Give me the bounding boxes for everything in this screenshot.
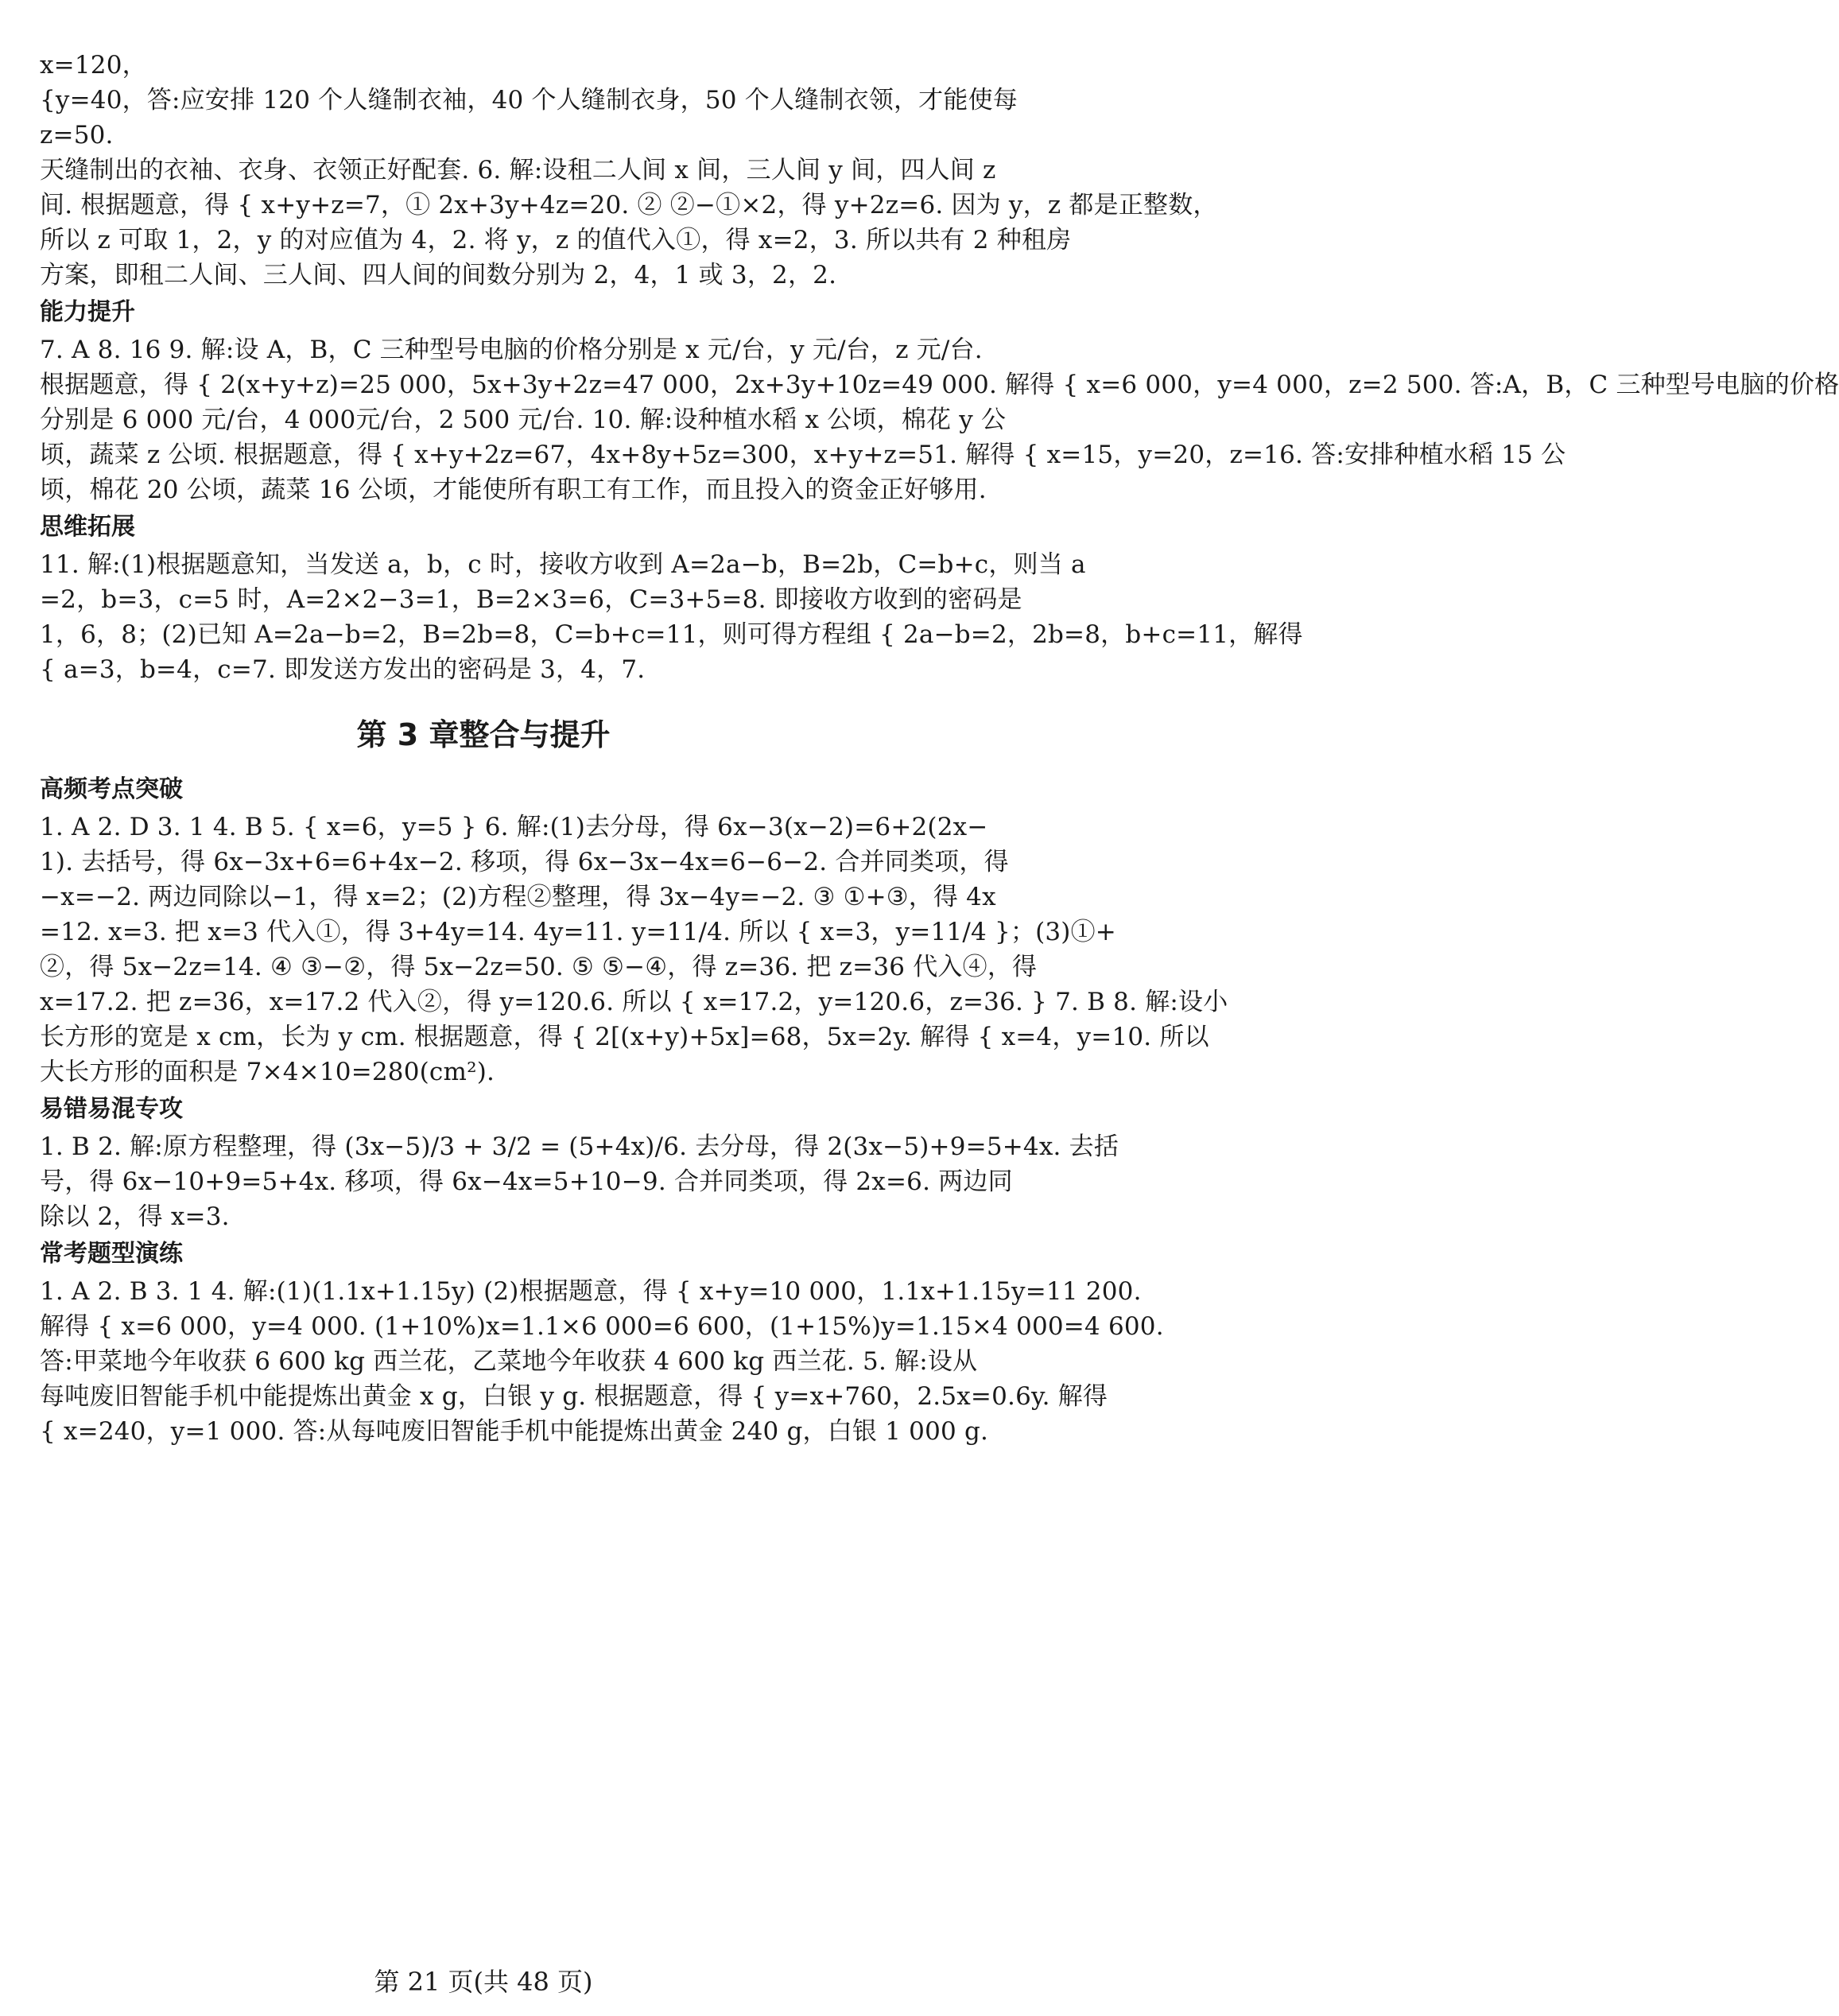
text-line: 每吨废旧智能手机中能提炼出黄金 x g，白银 y g. 根据题意，得 { y=x+760，2.5x=0.6y. 解得 (40, 1382, 1108, 1411)
text-line: 1). 去括号，得 6x−3x+6=6+4x−2. 移项，得 6x−3x−4x=6−6−2. 合并同类项，得 (40, 848, 1009, 876)
text-line: 7. A 8. 16 9. 解:设 A，B，C 三种型号电脑的价格分别是 x 元/台，y 元/台，z 元/台. (40, 336, 983, 364)
text-line: {y=40，答:应安排 120 个人缝制衣袖，40 个人缝制衣身，50 个人缝制衣领，才能使每 (40, 86, 1018, 115)
text-line: 间. 根据题意，得 { x+y+z=7，① 2x+3y+4z=20. ② ②−①×2，得 y+2z=6. 因为 y，z 都是正整数， (40, 191, 1218, 219)
intro-block (40, 48, 1218, 293)
text-line: 解得 { x=6 000，y=4 000. (1+10%)x=1.1×6 000=6 600，(1+15%)y=1.15×4 000=4 600. (40, 1312, 1164, 1341)
text-line: 11. 解:(1)根据题意知，当发送 a，b，c 时，接收方收到 A=2a−b，B=2b，C=b+c，则当 a (40, 550, 1086, 579)
text-line: ②，得 5x−2z=14. ④ ③−②，得 5x−2z=50. ⑤ ⑤−④，得 z=36. 把 z=36 代入④，得 (40, 953, 1038, 981)
chapter-title: 第 3 章整合与提升 (356, 717, 611, 752)
text-line: z=50. (40, 121, 114, 150)
text-line: 号，得 6x−10+9=5+4x. 移项，得 6x−4x=5+10−9. 合并同类项，得 2x=6. 两边同 (40, 1167, 1013, 1196)
answer-page (40, 48, 1839, 1449)
section-common (40, 1234, 1164, 1449)
section-frequent (40, 770, 1228, 1090)
text-line: { a=3，b=4，c=7. 即发送方发出的密码是 3，4，7. (40, 655, 646, 684)
text-line: 顷，蔬菜 z 公顷. 根据题意，得 { x+y+2z=67，4x+8y+5z=300，x+y+z=51. 解得 { x=15，y=20，z=16. 答:安排种植水稻 15 公 (40, 441, 1566, 469)
section-heading: 易错易混专攻 (40, 1095, 183, 1123)
text-line: 根据题意，得 { 2(x+y+z)=25 000，5x+3y+2z=47 000，2x+3y+10z=49 000. 解得 { x=6 000，y=4 000，z=2 500. 答:A，B，C 三种型号电脑的价格 (40, 371, 1839, 399)
page-footer: 第 21 页(共 48 页) (374, 1967, 593, 1997)
section-heading: 常考题型演练 (40, 1240, 183, 1268)
text-line: 大长方形的面积是 7×4×10=280(cm²). (40, 1058, 495, 1086)
section-heading: 高频考点突破 (40, 775, 183, 803)
text-line: 长方形的宽是 x cm，长为 y cm. 根据题意，得 { 2[(x+y)+5x]=68，5x=2y. 解得 { x=4，y=10. 所以 (40, 1023, 1209, 1051)
text-line: 分别是 6 000 元/台，4 000元/台，2 500 元/台. 10. 解:设种植水稻 x 公顷，棉花 y 公 (40, 406, 1007, 434)
text-line: 1. B 2. 解:原方程整理，得 (3x−5)/3 + 3/2 = (5+4x)/6. 去分母，得 2(3x−5)+9=5+4x. 去括 (40, 1132, 1119, 1161)
section-heading: 思维拓展 (40, 513, 135, 541)
text-line: 答:甲菜地今年收获 6 600 kg 西兰花，乙菜地今年收获 4 600 kg 西兰花. 5. 解:设从 (40, 1347, 978, 1376)
text-line: 方案，即租二人间、三人间、四人间的间数分别为 2，4，1 或 3，2，2. (40, 261, 837, 289)
text-line: 天缝制出的衣袖、衣身、衣领正好配套. 6. 解:设租二人间 x 间，三人间 y 间，四人间 z (40, 156, 996, 185)
section-heading: 能力提升 (40, 298, 135, 326)
text-line: { x=240，y=1 000. 答:从每吨废旧智能手机中能提炼出黄金 240 g，白银 1 000 g. (40, 1417, 989, 1446)
text-line: x=17.2. 把 z=36，x=17.2 代入②，得 y=120.6. 所以 { x=17.2，y=120.6，z=36. } 7. B 8. 解:设小 (40, 988, 1228, 1016)
text-line: −x=−2. 两边同除以−1，得 x=2；(2)方程②整理，得 3x−4y=−2. ③ ①+③，得 4x (40, 883, 996, 911)
text-line: =12. x=3. 把 x=3 代入①，得 3+4y=14. 4y=11. y=11/4. 所以 { x=3，y=11/4 }；(3)①+ (40, 918, 1116, 946)
text-line: x=120， (40, 51, 147, 80)
text-line: 顷，棉花 20 公顷，蔬菜 16 公顷，才能使所有职工有工作，而且投入的资金正好够用. (40, 476, 987, 504)
section-ability (40, 293, 1839, 507)
text-line: =2，b=3，c=5 时，A=2×2−3=1，B=2×3=6，C=3+5=8. 即接收方收到的密码是 (40, 585, 1022, 614)
text-line: 所以 z 可取 1，2，y 的对应值为 4，2. 将 y，z 的值代入①，得 x=2，3. 所以共有 2 种租房 (40, 226, 1072, 254)
text-line: 除以 2，得 x=3. (40, 1202, 230, 1231)
section-thinking (40, 507, 1303, 687)
section-confusing (40, 1090, 1119, 1234)
text-line: 1，6，8；(2)已知 A=2a−b=2，B=2b=8，C=b+c=11，则可得方程组 { 2a−b=2，2b=8，b+c=11，解得 (40, 620, 1303, 649)
text-line: 1. A 2. B 3. 1 4. 解:(1)(1.1x+1.15y) (2)根据题意，得 { x+y=10 000，1.1x+1.15y=11 200. (40, 1277, 1142, 1306)
text-line: 1. A 2. D 3. 1 4. B 5. { x=6，y=5 } 6. 解:(1)去分母，得 6x−3(x−2)=6+2(2x− (40, 813, 988, 841)
